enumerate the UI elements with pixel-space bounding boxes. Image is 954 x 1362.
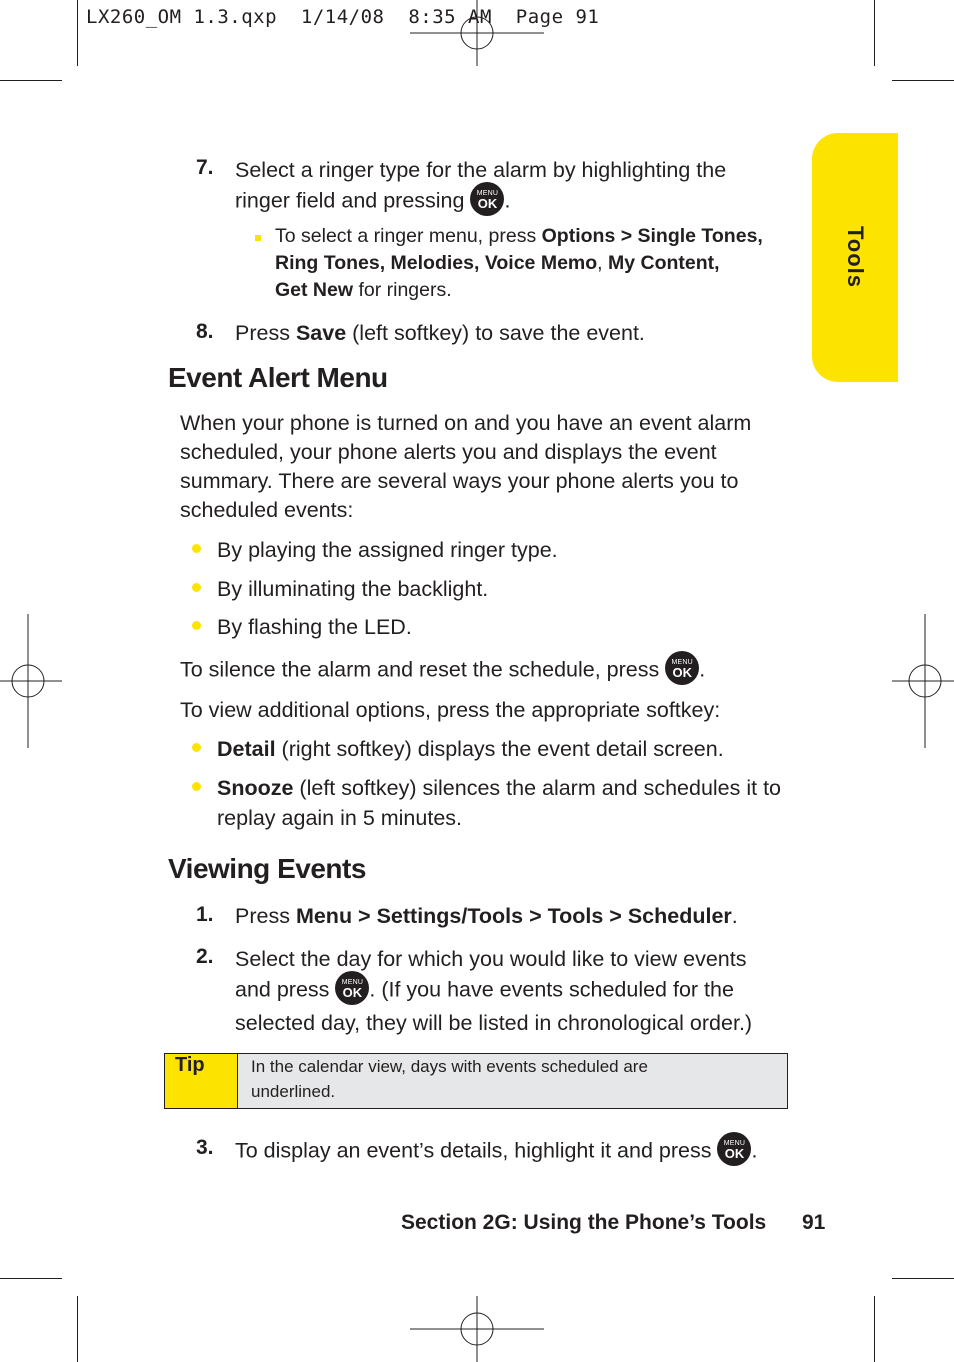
sub-text: To select a ringer menu, press: [275, 225, 542, 247]
step-line: Select a ringer type for the alarm by highlighting the: [235, 158, 727, 182]
section-tab: [812, 133, 898, 382]
step-line-text: ringer field and pressing: [235, 188, 465, 213]
tip-line: In the calendar view, days with events scheduled are: [251, 1057, 648, 1076]
step-line-text: and press: [235, 977, 330, 1002]
registration-mark-right: [892, 614, 954, 748]
menu-path: My Content,: [608, 252, 720, 274]
bullet-line: [217, 773, 797, 803]
menu-path: Get New: [275, 279, 354, 301]
paragraph-line: summary. There are several ways your phone alerts you to: [180, 469, 739, 493]
step-line: [235, 185, 795, 219]
step-number: 2.: [196, 945, 214, 968]
sub-bullet-line: [275, 223, 795, 250]
crop-mark: [874, 1296, 875, 1362]
step-text-part: .: [751, 1138, 758, 1163]
sub-bullet-line: [275, 277, 795, 304]
section-heading: Event Alert Menu: [168, 362, 388, 393]
section-heading: Viewing Events: [168, 853, 366, 884]
menu-ok-key-icon-top: MENU: [341, 979, 364, 986]
bullet-icon: [192, 621, 201, 630]
step-text-part: To display an event’s details, highlight it and press: [235, 1138, 712, 1163]
menu-ok-key-icon: [335, 971, 369, 1005]
sub-bullet-text: [275, 223, 795, 304]
body-text: To silence the alarm and reset the schedule, press: [180, 657, 660, 682]
bullet-text: [217, 734, 724, 764]
registration-mark-left: [0, 614, 62, 748]
bullet-text: [217, 773, 797, 833]
paragraph-line: When your phone is turned on and you have an event alarm: [180, 411, 752, 435]
menu-ok-key-icon-top: MENU: [723, 1140, 746, 1147]
softkey-name: Snooze: [217, 776, 294, 800]
bullet-line: replay again in 5 minutes.: [217, 806, 463, 830]
menu-ok-key-icon: [717, 1132, 751, 1166]
section-tab-label: Tools: [843, 225, 868, 289]
bullet-icon: [192, 782, 201, 791]
body-text: .: [699, 657, 706, 682]
step-text-part: .: [731, 904, 738, 928]
bullet-desc: (left softkey) silences the alarm and schedules it to: [293, 776, 782, 800]
crop-mark: [0, 80, 62, 81]
step-text-part: Press: [235, 321, 296, 345]
step-text: [235, 901, 738, 931]
softkey-name: Detail: [217, 737, 276, 761]
print-slug: LX260_OM 1.3.qxp 1/14/08 8:35 AM Page 91: [86, 6, 600, 28]
menu-ok-key-icon-bottom: OK: [342, 985, 363, 1000]
step-line: [235, 974, 795, 1008]
bullet-icon: [192, 583, 201, 592]
bullet-text: By illuminating the backlight.: [217, 577, 489, 601]
step-text: [235, 318, 795, 348]
tip-label: Tip: [175, 1054, 205, 1076]
body-line: [180, 654, 705, 688]
bullet-icon: [192, 544, 201, 553]
body-paragraph: [180, 409, 790, 525]
step-number: 3.: [196, 1136, 214, 1159]
registration-mark-bottom: [410, 1296, 544, 1362]
step-text: [235, 155, 795, 219]
menu-ok-key-icon-bottom: OK: [672, 665, 692, 680]
paragraph-line: scheduled, your phone alerts you and displays the event: [180, 440, 717, 464]
menu-path: Menu > Settings/Tools > Tools > Scheduler: [295, 904, 732, 928]
step-text-part: Press: [235, 904, 296, 928]
paragraph-line: scheduled events:: [180, 498, 354, 522]
menu-ok-key-icon-bottom: OK: [724, 1146, 745, 1161]
menu-ok-key-icon-bottom: OK: [477, 196, 498, 211]
sub-bullet-line: [275, 250, 795, 277]
square-bullet-icon: [255, 235, 261, 241]
tip-label-cell: [165, 1054, 238, 1108]
bullet-text: By playing the assigned ringer type.: [217, 538, 558, 562]
crop-mark: [77, 1296, 78, 1362]
menu-ok-key-icon-top: MENU: [671, 659, 693, 666]
step-text-part: (left softkey) to save the event.: [346, 321, 645, 345]
menu-ok-key-icon: [470, 182, 504, 216]
step-line-end: .: [504, 188, 511, 213]
step-number: 8.: [196, 320, 214, 343]
crop-mark: [0, 1278, 62, 1279]
menu-path: Options > Single Tones,: [541, 225, 763, 247]
step-line: Select the day for which you would like to view events: [235, 947, 747, 971]
bullet-text: By flashing the LED.: [217, 615, 412, 639]
crop-mark: [77, 0, 78, 66]
tip-line: underlined.: [251, 1082, 336, 1101]
bullet-icon: [192, 743, 201, 752]
step-text: [235, 944, 795, 1038]
menu-path: Ring Tones, Melodies, Voice Memo: [275, 252, 598, 274]
step-line-text: . (If you have events scheduled for the: [369, 977, 734, 1002]
tip-text: [251, 1054, 771, 1104]
step-number: 1.: [196, 903, 214, 926]
step-number: 7.: [196, 156, 214, 179]
page-number: 91: [802, 1211, 826, 1234]
step-line: selected day, they will be listed in chronological order.): [235, 1011, 753, 1035]
tip-box: [164, 1053, 788, 1109]
bullet-desc: (right softkey) displays the event detail screen.: [275, 737, 724, 761]
step-text: [235, 1135, 757, 1169]
crop-mark: [892, 1278, 954, 1279]
menu-ok-key-icon: [665, 651, 699, 685]
sub-text: for ringers.: [353, 279, 452, 301]
crop-mark: [874, 0, 875, 66]
menu-ok-key-icon-top: MENU: [476, 190, 499, 197]
sub-text: ,: [597, 252, 609, 274]
crop-mark: [892, 80, 954, 81]
softkey-name: Save: [295, 321, 347, 345]
body-line: To view additional options, press the appropriate softkey:: [180, 698, 721, 722]
footer-section-title: Section 2G: Using the Phone’s Tools: [401, 1211, 767, 1234]
